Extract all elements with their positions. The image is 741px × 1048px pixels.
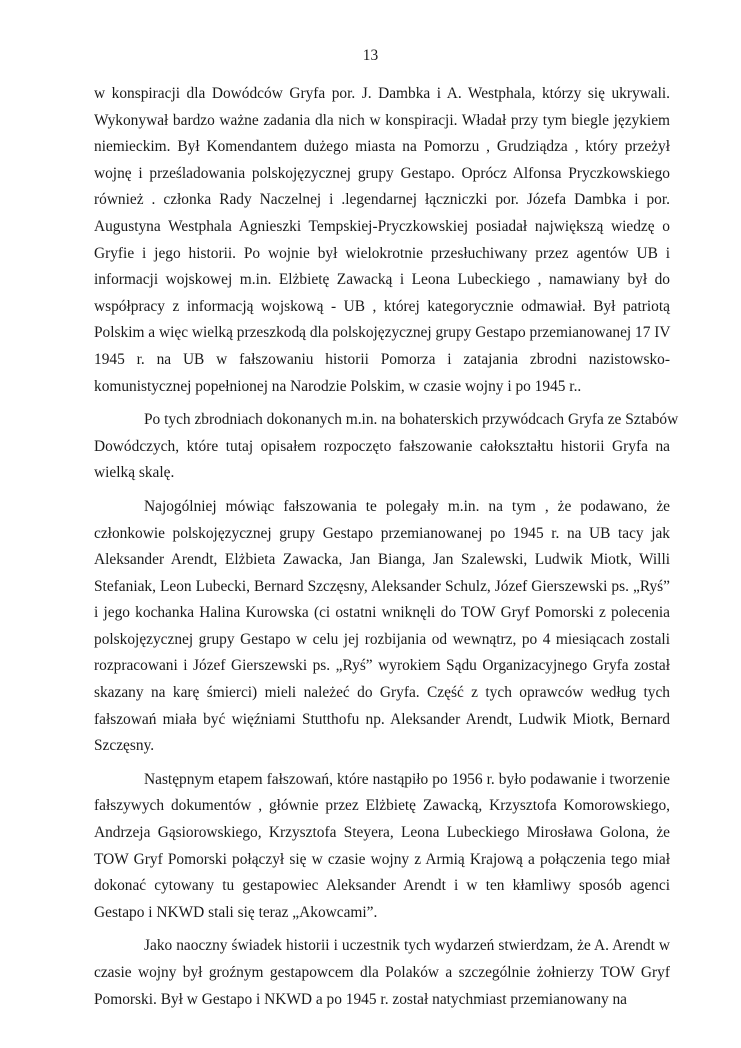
- paragraph-spacer: [94, 926, 670, 933]
- paragraph: [94, 407, 679, 487]
- text-line: Gryfie i jego historii. Po wojnie był wielokrotnie przesłuchiwany przez agentów UB i: [94, 244, 670, 262]
- text-line: niemieckim. Był Komendantem dużego miasta na Pomorzu , Grudziądza , który przeżył: [94, 138, 670, 156]
- text-line: polskojęzycznej grupy Gestapo w celu jej rozbijania od wewnątrz, po 4 miesiącach zostali: [94, 630, 670, 648]
- text-line: informacji wojskowej m.in. Elżbietę Zawacką i Leona Lubeckiego , namawiany był do: [94, 271, 670, 289]
- document-body: [94, 81, 679, 1013]
- text-line: skazany na karę śmierci) mieli należeć do Gryfa. Część z tych oprawców według tych: [94, 684, 670, 702]
- paragraph: [94, 81, 670, 400]
- text-line: fałszowań miała być więźniami Stutthofu np. Aleksander Arendt, Ludwik Miotk, Bernard: [94, 710, 670, 728]
- text-line: komunistycznej popełnionej na Narodzie Polskim, w czasie wojny i po 1945 r..: [94, 377, 582, 395]
- paragraph: [94, 494, 670, 760]
- text-line: dokonać cytowany tu gestapowiec Aleksander Arendt i w ten kłamliwy sposób agenci: [94, 877, 670, 895]
- text-line: Polskim a więc wielką przeszkodą dla polskojęzycznej grupy Gestapo przemianowanej 17 IV: [94, 324, 671, 342]
- text-line: Stefaniak, Leon Lubecki, Bernard Szczęsny, Aleksander Schulz, Józef Gierszewski ps. „Ryś”: [94, 577, 670, 595]
- paragraph-spacer: [94, 487, 670, 494]
- text-line: wojnę i prześladowania polskojęzycznej grupy Gestapo. Oprócz Alfonsa Pryczkowskiego: [94, 164, 670, 182]
- text-line: Po tych zbrodniach dokonanych m.in. na bohaterskich przywódcach Gryfa ze Sztabów: [144, 411, 679, 429]
- text-line: członkowie polskojęzycznej grupy Gestapo przemianowanej po 1945 r. na UB tacy jak: [94, 524, 670, 542]
- text-line: Pomorski. Był w Gestapo i NKWD a po 1945 r. został natychmiast przemianowany na: [94, 990, 628, 1008]
- text-line: TOW Gryf Pomorski połączył się w czasie wojny z Armią Krajową a połączenia tego miał: [94, 850, 670, 868]
- paragraph-spacer: [94, 400, 670, 407]
- text-line: współpracy z informacją wojskową - UB , której kategorycznie odmawiał. Był patriotą: [94, 297, 670, 315]
- text-line: Aleksander Arendt, Elżbieta Zawacka, Jan Bianga, Jan Szalewski, Ludwik Miotk, Willi: [94, 551, 670, 569]
- text-line: Gestapo i NKWD stali się teraz „Akowcami”.: [94, 903, 378, 921]
- text-line: rozpracowani i Józef Gierszewski ps. „Ryś” wyrokiem Sądu Organizacyjnego Gryfa został: [94, 657, 670, 675]
- text-line: Dowódczych, które tutaj opisałem rozpoczęto fałszowanie całokształtu historii Gryfa na: [94, 437, 670, 455]
- text-line: Jako naoczny świadek historii i uczestnik tych wydarzeń stwierdzam, że A. Arendt w: [144, 937, 670, 955]
- text-line: czasie wojny był groźnym gestapowcem dla Polaków a szczególnie żołnierzy TOW Gryf: [94, 964, 670, 981]
- text-line: Andrzeja Gąsiorowskiego, Krzysztofa Steyera, Leona Lubeckiego Mirosława Golona, że: [94, 824, 670, 842]
- text-line: Wykonywał bardzo ważne zadania dla nich w konspiracji. Władał przy tym biegle językiem: [94, 111, 670, 129]
- text-line: Augustyna Westphala Agnieszki Tempskiej-Pryczkowskiej posiadał największą wiedzę o: [94, 217, 670, 235]
- text-line: Najogólniej mówiąc fałszowania te polegały m.in. na tym , że podawano, że: [144, 497, 670, 515]
- paragraph-spacer: [94, 760, 670, 767]
- text-line: i jego kochanka Halina Kurowska (ci ostatni wniknęli do TOW Gryf Pomorski z polecenia: [94, 604, 670, 622]
- text-line: Szczęsny.: [94, 737, 155, 755]
- paragraph: [94, 933, 670, 1013]
- text-line: 1945 r. na UB w fałszowaniu historii Pomorza i zatajania zbrodni nazistowsko-: [94, 350, 670, 368]
- text-line: również . członka Rady Naczelnej i .legendarnej łączniczki por. Józefa Dambka i por.: [94, 191, 670, 209]
- text-line: wielką skalę.: [94, 464, 175, 482]
- page-number: 13: [362, 47, 379, 64]
- text-line: w konspiracji dla Dowódców Gryfa por. J. Dambka i A. Westphala, którzy się ukrywali.: [94, 85, 670, 102]
- text-line: Następnym etapem fałszowań, które nastąpiło po 1956 r. było podawanie i tworzenie: [144, 770, 670, 788]
- text-line: fałszywych dokumentów , głównie przez Elżbietę Zawacką, Krzysztofa Komorowskiego,: [94, 797, 670, 815]
- paragraph: [94, 767, 670, 927]
